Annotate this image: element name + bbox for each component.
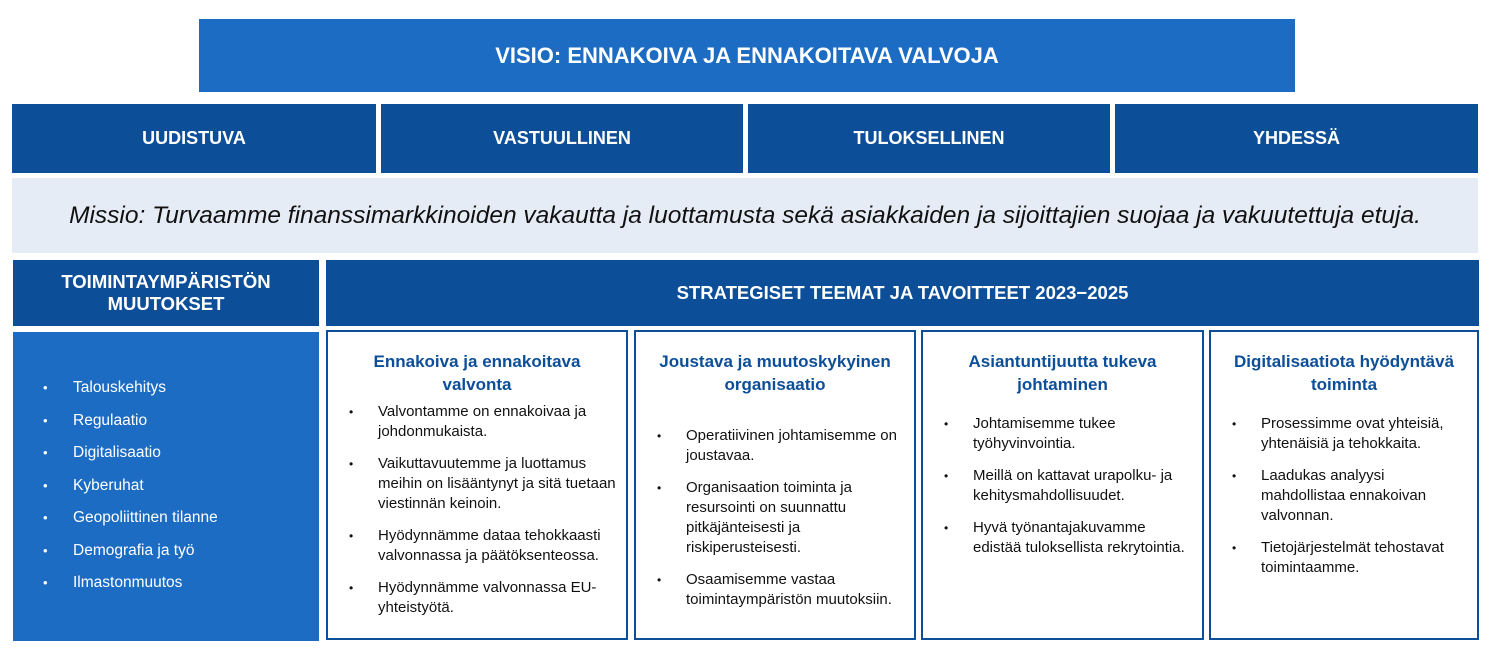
bullet-icon: • — [657, 481, 662, 495]
theme-item: • Organisaation toiminta ja resursointi on suunnattu pitkäjänteisesti ja riskiperusteisesti. — [657, 479, 852, 556]
bullet-icon: • — [43, 445, 48, 460]
theme-title: Joustava ja muutoskykyinen organisaatio — [659, 352, 891, 394]
theme-item: • Meillä on kattavat urapolku- ja kehitysmahdollisuudet. — [944, 467, 1173, 504]
theme-item: • Vaikuttavuutemme ja luottamus meihin on lisääntynyt ja sitä tuetaan viestinnän keinoin. — [349, 455, 616, 512]
theme-card-flexible-organisation — [634, 330, 916, 640]
theme-list — [1211, 414, 1477, 578]
theme-item: • Operatiivinen johtamisemme on joustavaa. — [657, 427, 897, 464]
bullet-icon: • — [657, 429, 662, 443]
environment-list — [43, 378, 218, 606]
theme-title: Digitalisaatiota hyödyntävä toiminta — [1233, 352, 1455, 394]
mission-banner — [12, 178, 1478, 253]
theme-item: • Hyödynnämme valvonnassa EU-yhteistyötä. — [349, 579, 597, 616]
bullet-icon: • — [944, 521, 949, 535]
value-vastuullinen — [381, 104, 743, 173]
theme-card-expert-leadership — [921, 330, 1204, 640]
value-tuloksellinen — [748, 104, 1110, 173]
theme-item: • Hyödynnämme dataa tehokkaasti valvonnassa ja päätöksenteossa. — [349, 527, 601, 564]
environment-title-line1: TOIMINTAYMPÄRISTÖN — [61, 270, 271, 292]
bullet-icon: • — [43, 477, 48, 493]
bullet-icon: • — [1232, 417, 1237, 431]
theme-title: Ennakoiva ja ennakoitava valvonta — [373, 352, 581, 394]
theme-item: • Hyvä työnantajakuvamme edistää tuloksellista rekrytointia. — [944, 519, 1185, 556]
mission-text: Missio: Turvaamme finanssimarkkinoiden vakautta ja luottamusta sekä asiakkaiden ja sijoittajien suojaa ja vakuutettuja etuja. — [69, 201, 1421, 229]
theme-card-digitalisation — [1209, 330, 1479, 640]
value-label: UUDISTUVA — [142, 128, 246, 148]
bullet-icon: • — [1232, 541, 1237, 555]
bullet-icon: • — [944, 417, 949, 431]
vision-text: VISIO: ENNAKOIVA JA ENNAKOITAVA VALVOJA — [495, 42, 999, 68]
environment-item: • Digitalisaatio — [43, 444, 161, 461]
environment-item: • Geopoliittinen tilanne — [43, 509, 218, 526]
value-label: TULOKSELLINEN — [853, 128, 1005, 148]
value-label: YHDESSÄ — [1252, 128, 1341, 148]
theme-item: • Tietojärjestelmät tehostavat toimintaamme. — [1232, 539, 1444, 576]
value-uudistuva — [12, 104, 376, 173]
theme-card-proactive-supervision — [326, 330, 628, 640]
bullet-icon: • — [43, 412, 48, 428]
bullet-icon: • — [1232, 469, 1237, 483]
theme-title: Asiantuntijuutta tukeva johtaminen — [968, 352, 1157, 394]
theme-item: • Osaamisemme vastaa toimintaympäristön muutoksiin. — [657, 571, 892, 608]
bullet-icon: • — [43, 542, 48, 558]
bullet-icon: • — [349, 457, 354, 471]
bullet-icon: • — [349, 581, 354, 595]
strategic-themes-header — [326, 260, 1479, 326]
theme-item: • Laadukas analyysi mahdollistaa ennakoivan valvonnan. — [1232, 467, 1427, 524]
environment-header — [13, 260, 319, 326]
bullet-icon: • — [43, 510, 48, 525]
theme-list — [636, 426, 914, 610]
theme-item: • Valvontamme on ennakoivaa ja johdonmukaista. — [349, 403, 587, 440]
environment-item: • Kyberuhat — [43, 476, 144, 494]
bullet-icon: • — [944, 469, 949, 483]
bullet-icon: • — [349, 405, 354, 419]
environment-title-line2: MUUTOKSET — [107, 293, 225, 314]
theme-item: • Prosessimme ovat yhteisiä, yhtenäisiä ja tehokkaita. — [1232, 415, 1444, 452]
value-yhdessa — [1115, 104, 1478, 173]
bullet-icon: • — [349, 529, 354, 543]
bullet-icon: • — [657, 573, 662, 587]
theme-item: • Johtamisemme tukee työhyvinvointia. — [944, 415, 1116, 452]
value-label: VASTUULLINEN — [493, 128, 631, 148]
strategic-themes-title: STRATEGISET TEEMAT JA TAVOITTEET 2023−2025 — [676, 282, 1129, 303]
environment-item: • Regulaatio — [43, 411, 148, 429]
environment-panel — [13, 332, 319, 641]
environment-item: • Ilmastonmuutos — [43, 574, 183, 591]
bullet-icon: • — [43, 575, 48, 590]
theme-list — [923, 414, 1202, 558]
environment-item: • Talouskehitys — [43, 379, 167, 396]
bullet-icon: • — [43, 380, 48, 395]
theme-list — [328, 402, 626, 618]
environment-item: • Demografia ja työ — [43, 541, 195, 559]
vision-banner — [199, 19, 1295, 92]
